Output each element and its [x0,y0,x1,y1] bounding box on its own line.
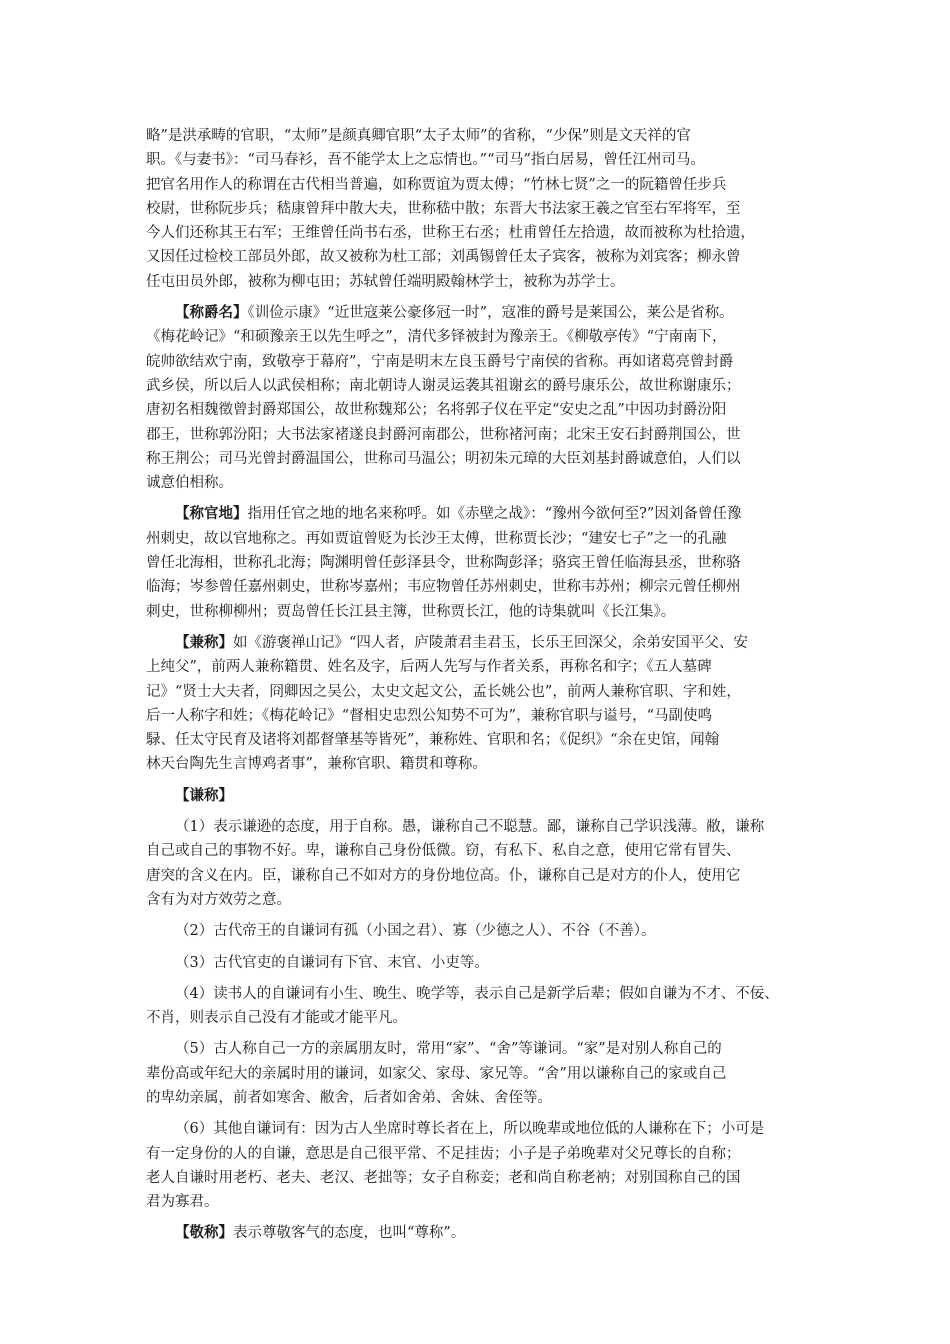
list-item [146,815,846,912]
text-line: 君为寡君。 [146,1194,219,1211]
text-line: （5）古人称自己一方的亲属朋友时，常用“家”、“舍”等谦词。“家”是对别人称自己的 [175,1041,722,1058]
text-line: 皖帅欲结欢宁南，致敬亭于幕府”，宁南是明末左良玉爵号宁南侯的省称。再如诸葛亮曾封爵 [146,353,734,370]
text-line: （3）古代官吏的自谦词有下官、末官、小吏等。 [175,954,489,971]
section-first-line [146,1221,846,1245]
section-first-line [146,631,846,655]
section-heading: 【谦称】 [175,786,233,804]
text-line: （2）古代帝王的自谦词有孤（小国之君）、寡（少德之人）、不谷（不善）。 [175,923,656,940]
text-run: 《训俭示康》“近世寇莱公豪侈冠一时”，寇准的爵号是莱国公，莱公是省称。 [247,305,734,322]
text-line: 武乡侯，所以后人以武侯相称；南北朝诗人谢灵运袭其祖谢玄的爵号康乐公，故世称谢康乐； [146,377,741,394]
section-heading: 【称官地】 [175,505,248,523]
text-line: 校尉，世称阮步兵；嵇康曾拜中散大夫，世称嵇中散；东晋大书法家王羲之官至右军将军，至 [146,200,741,217]
document-page [146,124,846,1246]
text-line: 郡王，世称郭汾阳；大书法家褚遂良封爵河南郡公，世称褚河南；北宋王安石封爵荆国公，世 [146,426,741,443]
text-run: 如《游褒禅山记》“四人者，庐陵萧君圭君玉，长乐王回深父，余弟安国平父、安 [233,634,748,651]
text-line: （1）表示谦逊的态度，用于自称。愚，谦称自己不聪慧。鄙，谦称自己学识浅薄。敝，谦称 [175,819,765,836]
section-first-line [146,301,846,325]
section-heading: 【敬称】 [175,1224,233,1242]
text-line: 把官名用作人的称谓在古代相当普遍，如称贾谊为贾太傅；“竹林七贤”之一的阮籍曾任步兵 [146,176,727,193]
text-line: 州刺史，故以官地称之。再如贾谊曾贬为长沙王太傅，世称贾长沙；“建安七子”之一的孔融 [146,530,727,547]
text-line: 略”是洪承畴的官职，“太师”是颜真卿官职“太子太师”的省称，“少保”则是文天祥的官 [146,128,691,144]
text-line: 含有为对方效劳之意。 [146,891,291,908]
text-line: 林天台陶先生言博鸡者事”，兼称官职、籍贯和尊称。 [146,756,487,773]
text-line: 辈份高或年纪大的亲属时用的谦词，如家父、家母、家兄等。“舍”用以谦称自己的家或自己 [146,1065,727,1082]
text-line: 任屯田员外郎，被称为柳屯田；苏轼曾任端明殿翰林学士，被称为苏学士。 [146,273,625,290]
section-qian [146,784,846,1215]
text-line: 记》“贤士大夫者，冏卿因之吴公，太史文起文公，孟长姚公也”，前两人兼称官职、字和姓， [146,683,741,700]
text-line: 騄、任太守民育及诸将刘都督肇基等皆死”，兼称姓、官职和名；《促织》“余在史馆，闻翰 [146,732,720,749]
text-line: 临海；岑参曾任嘉州刺史，世称岑嘉州；韦应物曾任苏州刺史，世称韦苏州；柳宗元曾任柳州 [146,579,741,596]
text-line: 自己或自己的事物不好。卑，谦称自己身份低微。窃，有私下、私自之意，使用它常有冒失、 [146,843,741,860]
text-line: 《梅花岭记》“和硕豫亲王以先生呼之”，清代多铎被封为豫亲王。《柳敬亭传》“宁南南下， [146,329,727,346]
section-juemin [146,301,846,495]
list-item [146,919,846,943]
text-line: 刺史，世称柳柳州；贾岛曾任长江县主簿，世称贾长江，他的诗集就叫《长江集》。 [146,603,676,620]
section-guandi [146,502,846,623]
paragraph-guanming-continued [146,124,846,294]
text-line: 有一定身份的人的自谦，意思是自己很平常、不足挂齿；小子是子弟晚辈对父兄尊长的自称； [146,1145,741,1162]
text-run: 指用任官之地的地名来称呼。如《赤壁之战》：“豫州今欲何至?”因刘备曾任豫 [247,506,742,523]
text-line: 老人自谦时用老朽、老夫、老汉、老拙等；女子自称妾；老和尚自称老衲；对别国称自己的国 [146,1169,741,1186]
text-run: 表示尊敬客气的态度，也叫“尊称”。 [233,1225,466,1242]
text-line: 后一人称字和姓；《梅花岭记》“督相史忠烈公知势不可为”，兼称官职与谥号，“马副使鸣 [146,707,712,724]
text-line: 今人们还称其王右军；王维曾任尚书右丞，世称王右丞；杜甫曾任左拾遗，故而被称为杜拾遗， [146,225,755,242]
list-item [146,1117,846,1214]
text-line: （4）读书人的自谦词有小生、晚生、晚学等，表示自己是新学后辈；假如自谦为不才、不佞、 [175,985,779,1002]
text-line: 唐突的含义在内。臣，谦称自己不如对方的身份地位高。仆，谦称自己是对方的仆人，使用它 [146,867,741,884]
section-heading: 【兼称】 [175,633,233,651]
section-heading: 【称爵名】 [175,304,248,322]
text-line: 诚意伯相称。 [146,475,233,492]
text-line: 不肖，则表示自己没有才能或才能平凡。 [146,1010,407,1027]
section-jian [146,631,846,777]
section-jing [146,1221,846,1245]
text-line: （6）其他自谦词有：因为古人坐席时尊长者在上，所以晚辈或地位低的人谦称在下；小可是 [175,1121,765,1138]
list-item [146,951,846,975]
text-line: 唐初名相魏徵曾封爵郑国公，故世称魏郑公；名将郭子仪在平定“安史之乱”中因功封爵汾阳 [146,402,727,419]
list-item [146,982,846,1031]
text-line: 曾任北海相，世称孔北海；陶渊明曾任彭泽县令，世称陶彭泽；骆宾王曾任临海县丞，世称骆 [146,555,741,572]
text-line: 又因任过检校工部员外郎，故又被称为杜工部；刘禹锡曾任太子宾客，被称为刘宾客；柳永曾 [146,249,741,266]
text-line: 上纯父”，前两人兼称籍贯、姓名及字，后两人先写与作者关系，再称名和字；《五人墓碑 [146,659,712,676]
section-first-line [146,784,846,808]
text-line: 的卑幼亲属，前者如寒舍、敝舍，后者如舍弟、舍妹、舍侄等。 [146,1089,552,1106]
text-line: 称王荆公；司马光曾封爵温国公，世称司马温公；明初朱元璋的大臣刘基封爵诚意伯，人们以 [146,450,741,467]
list-item [146,1037,846,1110]
text-line: 职。《与妻书》：“司马春衫，吾不能学太上之忘情也。”“司马”指白居易，曾任江州司马。 [146,152,705,169]
section-first-line [146,502,846,526]
